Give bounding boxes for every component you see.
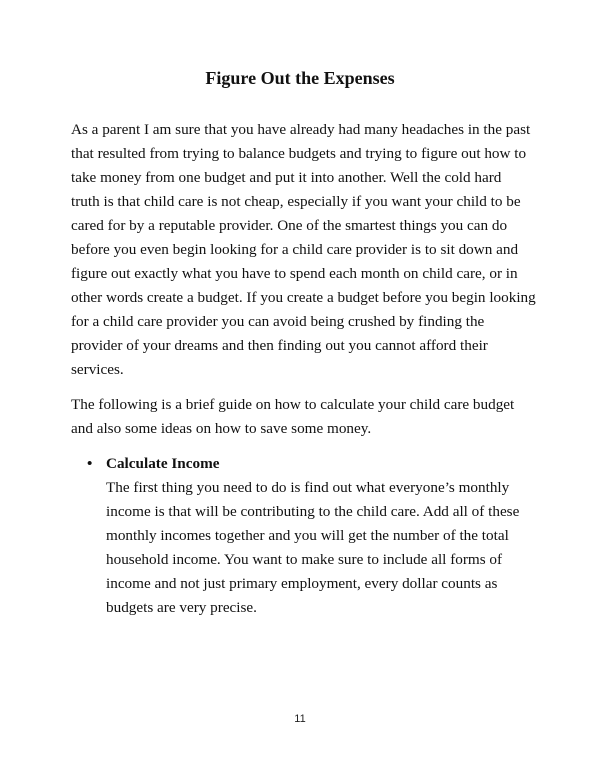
bullet-heading: Calculate Income	[106, 455, 220, 472]
page-title: Figure Out the Expenses	[205, 68, 395, 88]
text-line: income is that will be contributing to the child care. Add all of these	[106, 503, 520, 520]
bullet-list	[71, 452, 541, 620]
text-line: budgets are very precise.	[106, 599, 257, 616]
text-line: before you even begin looking for a child care provider is to sit down and	[71, 241, 519, 258]
text-line: The first thing you need to do is find out what everyone’s monthly	[106, 479, 510, 496]
text-line: household income. You want to make sure to include all forms of	[106, 551, 503, 568]
text-line: other words create a budget. If you create a budget before you begin looking	[71, 289, 536, 306]
text-line: provider of your dreams and then finding out you cannot afford their	[71, 337, 488, 354]
page-number: 11	[294, 713, 306, 725]
text-line: that resulted from trying to balance budgets and trying to figure out how to	[71, 145, 527, 162]
text-line: As a parent I am sure that you have already had many headaches in the past	[71, 121, 531, 138]
text-line: services.	[71, 361, 124, 378]
text-line: income and not just primary employment, every dollar counts as	[106, 575, 498, 592]
text-line: take money from one budget and put it into another. Well the cold hard	[71, 169, 502, 186]
text-line: figure out exactly what you have to spend each month on child care, or in	[71, 265, 518, 282]
text-line: cared for by a reputable provider. One of the smartest things you can do	[71, 217, 508, 234]
text-line: monthly incomes together and you will get the number of the total	[106, 527, 509, 544]
body-content	[71, 118, 541, 620]
bullet-marker: •	[87, 455, 93, 472]
bullet-item-calculate-income	[71, 452, 541, 620]
paragraph-intro	[71, 118, 541, 382]
text-line: and also some ideas on how to save some money.	[71, 420, 372, 437]
paragraph-guide	[71, 393, 541, 441]
text-line: truth is that child care is not cheap, especially if you want your child to be	[71, 193, 521, 210]
text-line: The following is a brief guide on how to calculate your child care budget	[71, 396, 515, 413]
text-line: for a child care provider you can avoid being crushed by finding the	[71, 313, 485, 330]
